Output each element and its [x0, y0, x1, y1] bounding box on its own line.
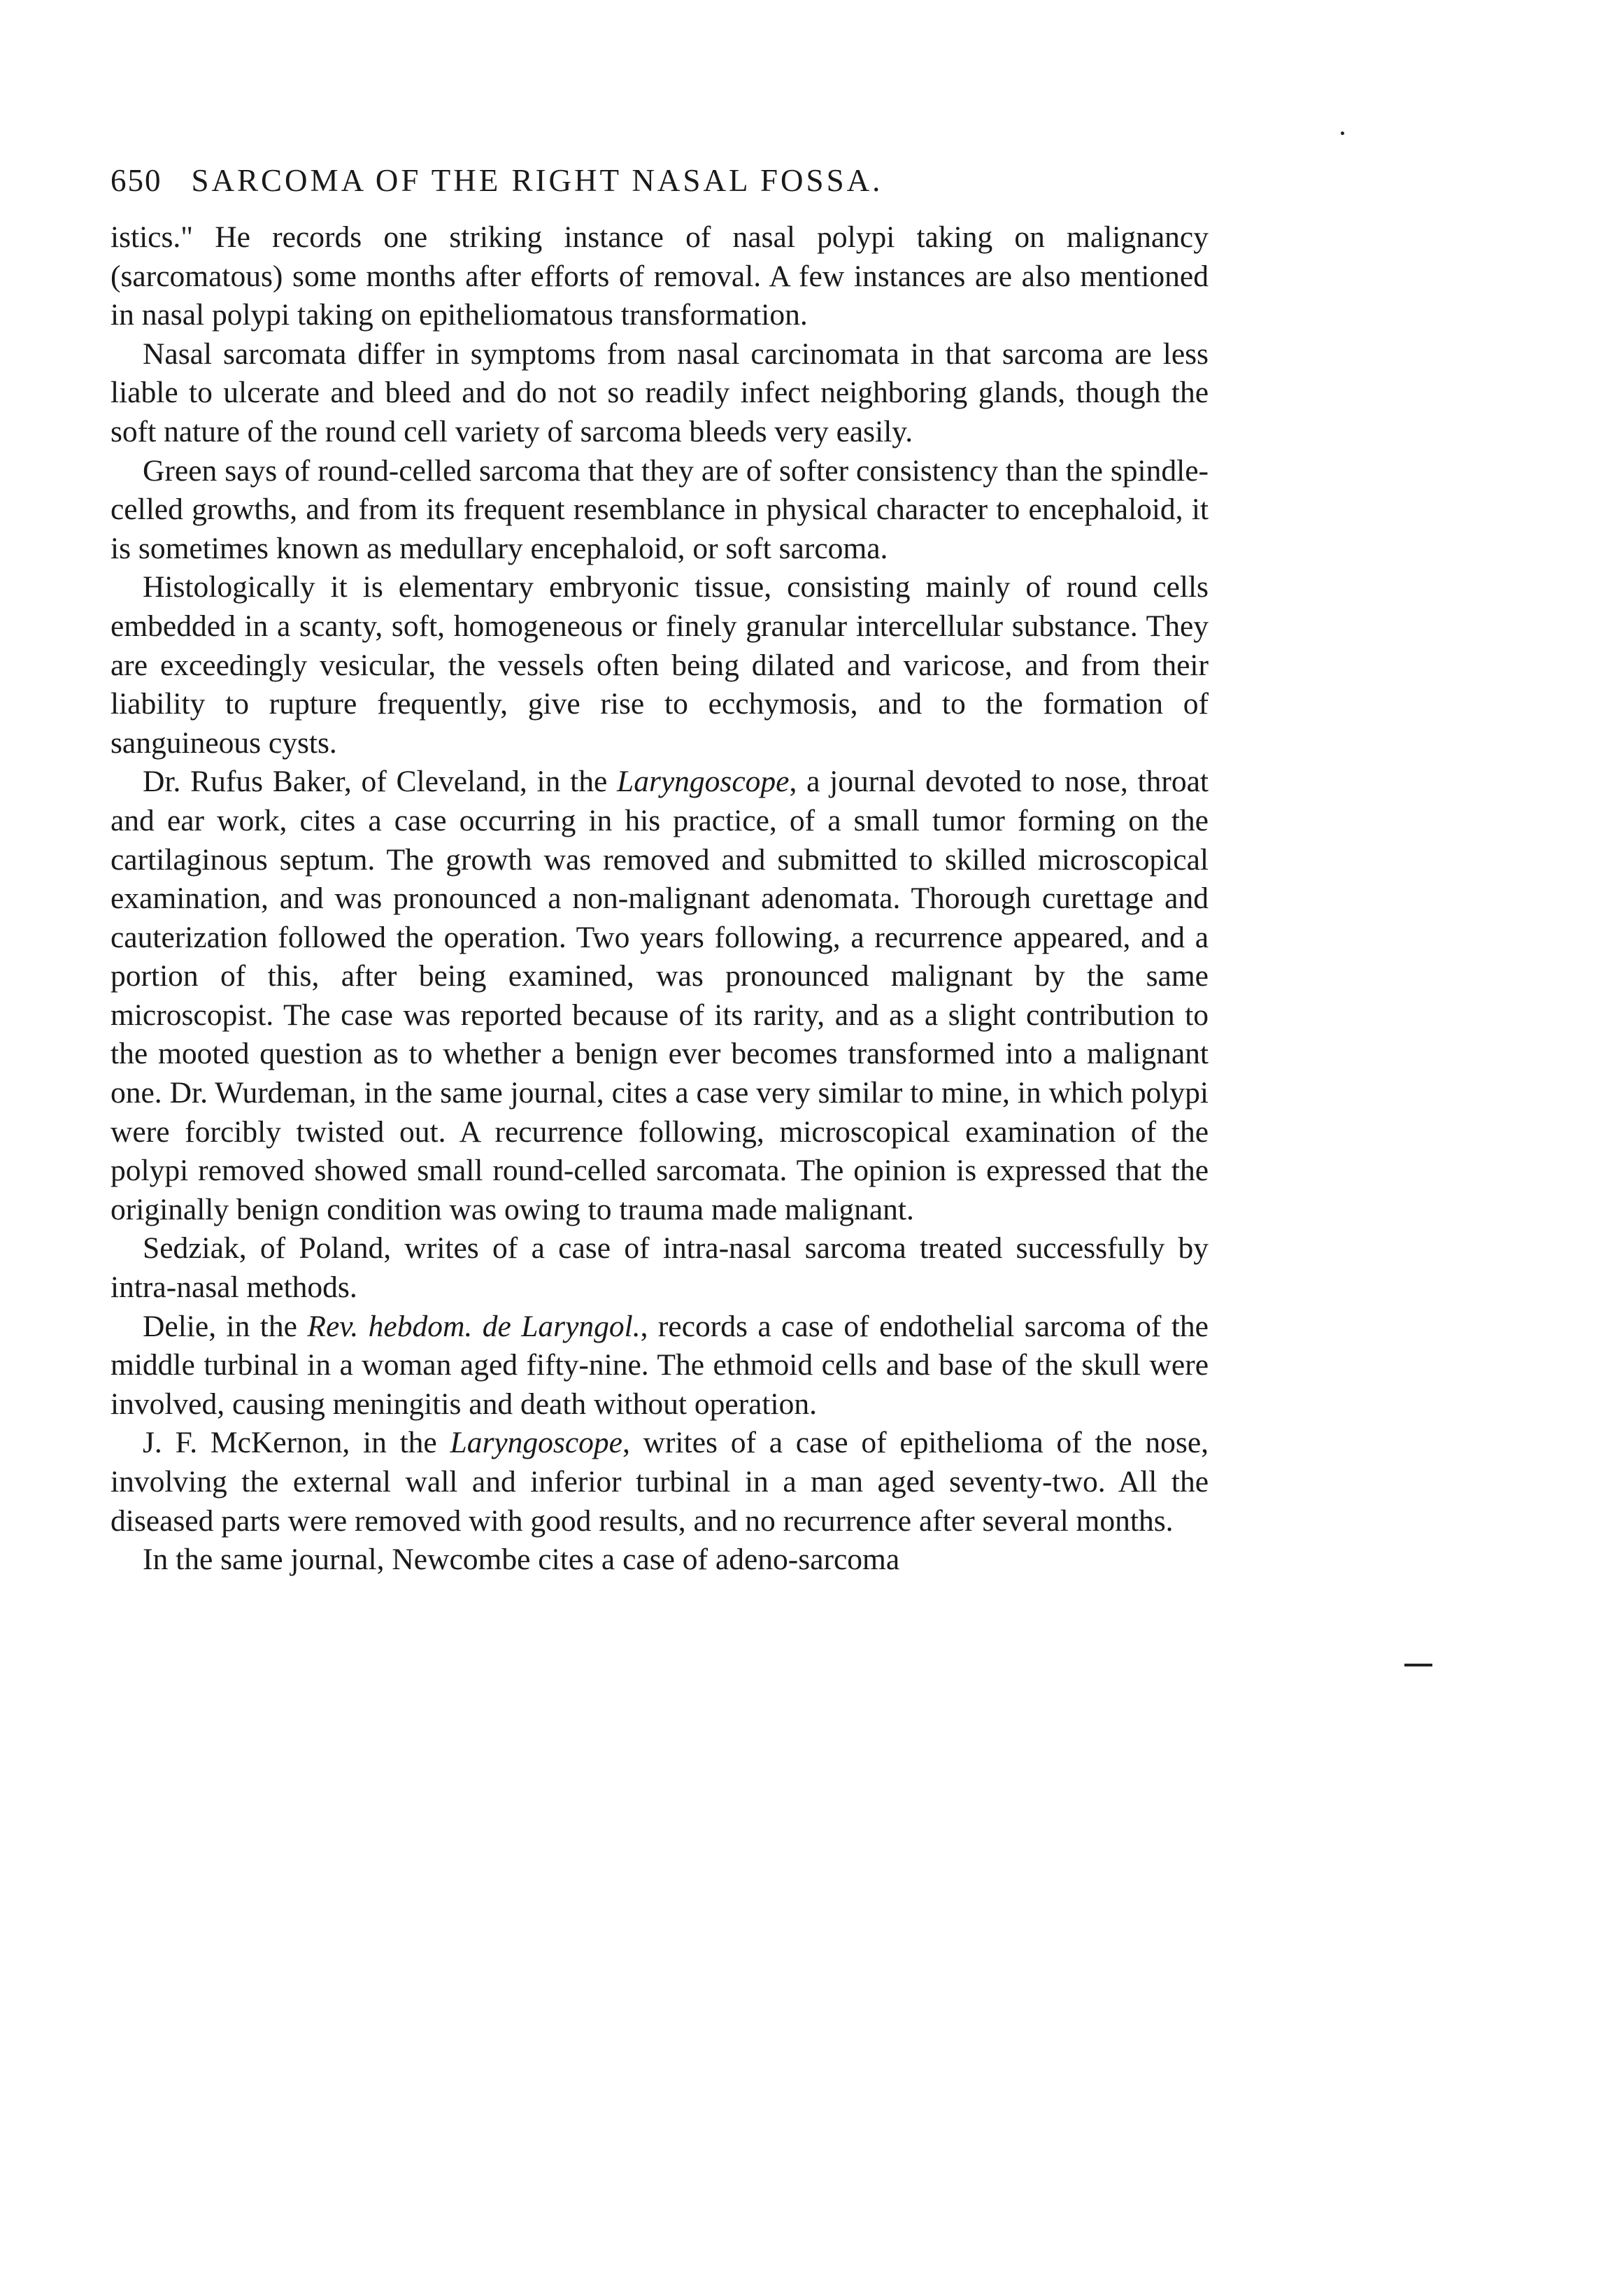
paragraph-text: J. F. McKernon, in the [143, 1426, 450, 1460]
paragraph-text: Green says of round-celled sarcoma that they are of softer consistency than the spindle-celled growths, and from its frequent resemblance in physical character to encephaloid, it is sometimes known as medullary encephaloid, or soft sarcoma. [111, 453, 1209, 565]
body-text [111, 218, 1209, 1580]
italic-title: Laryngoscope [450, 1426, 622, 1460]
paragraph [111, 335, 1209, 452]
margin-speck [1341, 132, 1344, 135]
paragraph [111, 1229, 1209, 1307]
paragraph-text: , writes of a case of epithelioma of the nose, involving the external wall and inferior turbinal in a man aged seventy-two. All the diseased parts were removed with good results, and no recurrence after several months. [111, 1426, 1209, 1538]
book-page [111, 162, 1209, 1580]
italic-title: Laryngoscope [617, 765, 790, 799]
running-title: SARCOMA OF THE RIGHT NASAL FOSSA. [191, 163, 883, 198]
paragraph-text: Delie, in the [143, 1309, 308, 1343]
paragraph [111, 1541, 1209, 1580]
paragraph-text: istics." He records one striking instance of nasal polypi taking on malignancy (sarcomatous) some months after efforts of removal. A few instances are also mentioned in nasal polypi taking on epitheliomatous transformation. [111, 220, 1209, 332]
paragraph-text: Dr. Rufus Baker, of Cleveland, in the [143, 765, 617, 799]
page-number: 650 [111, 163, 162, 198]
paragraph [111, 218, 1209, 335]
paragraph [111, 763, 1209, 1229]
paragraph-text: Sedziak, of Poland, writes of a case of intra-nasal sarcoma treated successfully by intra-nasal methods. [111, 1231, 1209, 1305]
paragraph-text: , records a case of endothelial sarcoma of the middle turbinal in a woman aged fifty-nine. The ethmoid cells and base of the skull were involved, causing meningitis and death without operation. [111, 1309, 1209, 1421]
running-head [111, 162, 1209, 199]
paragraph-text: Histologically it is elementary embryonic tissue, consisting mainly of round cells embedded in a scanty, soft, homogeneous or finely granular intercellular substance. They are exceedingly vesicular, the vessels often being dilated and varicose, and from their liability to rupture frequently, give rise to ecchymosis, and to the formation of sanguineous cysts. [111, 570, 1209, 760]
italic-title: Rev. hebdom. de Laryngol. [307, 1309, 641, 1343]
paragraph-text: In the same journal, Newcombe cites a case of adeno-sarcoma [143, 1543, 900, 1577]
paragraph [111, 568, 1209, 763]
paragraph-text: Nasal sarcomata differ in symptoms from nasal carcinomata in that sarcoma are less liable to ulcerate and bleed and do not so readily infect neighboring glands, though the soft nature of the round cell variety of sarcoma bleeds very easily. [111, 337, 1209, 448]
paragraph [111, 452, 1209, 569]
paragraph [111, 1424, 1209, 1541]
paragraph-text: , a journal devoted to nose, throat and ear work, cites a case occurring in his practice, of a small tumor forming on the cartilaginous septum. The growth was removed and submitted to skilled microscopical examination, and was pronounced a non-malignant adenomata. Thorough curettage and cauterization followed the operation. Two years following, a recurrence appeared, and a portion of this, after being examined, was pronounced malignant by the same microscopist. The case was reported because of its rarity, and as a slight contribution to the mooted question as to whether a benign ever becomes transformed into a malignant one. Dr. Wurdeman, in the same journal, cites a case very similar to mine, in which polypi were forcibly twisted out. A recurrence following, microscopical examination of the polypi removed showed small round-celled sarcomata. The opinion is expressed that the originally benign condition was owing to trauma made malignant. [111, 765, 1209, 1226]
margin-dash [1404, 1664, 1432, 1666]
paragraph [111, 1308, 1209, 1424]
